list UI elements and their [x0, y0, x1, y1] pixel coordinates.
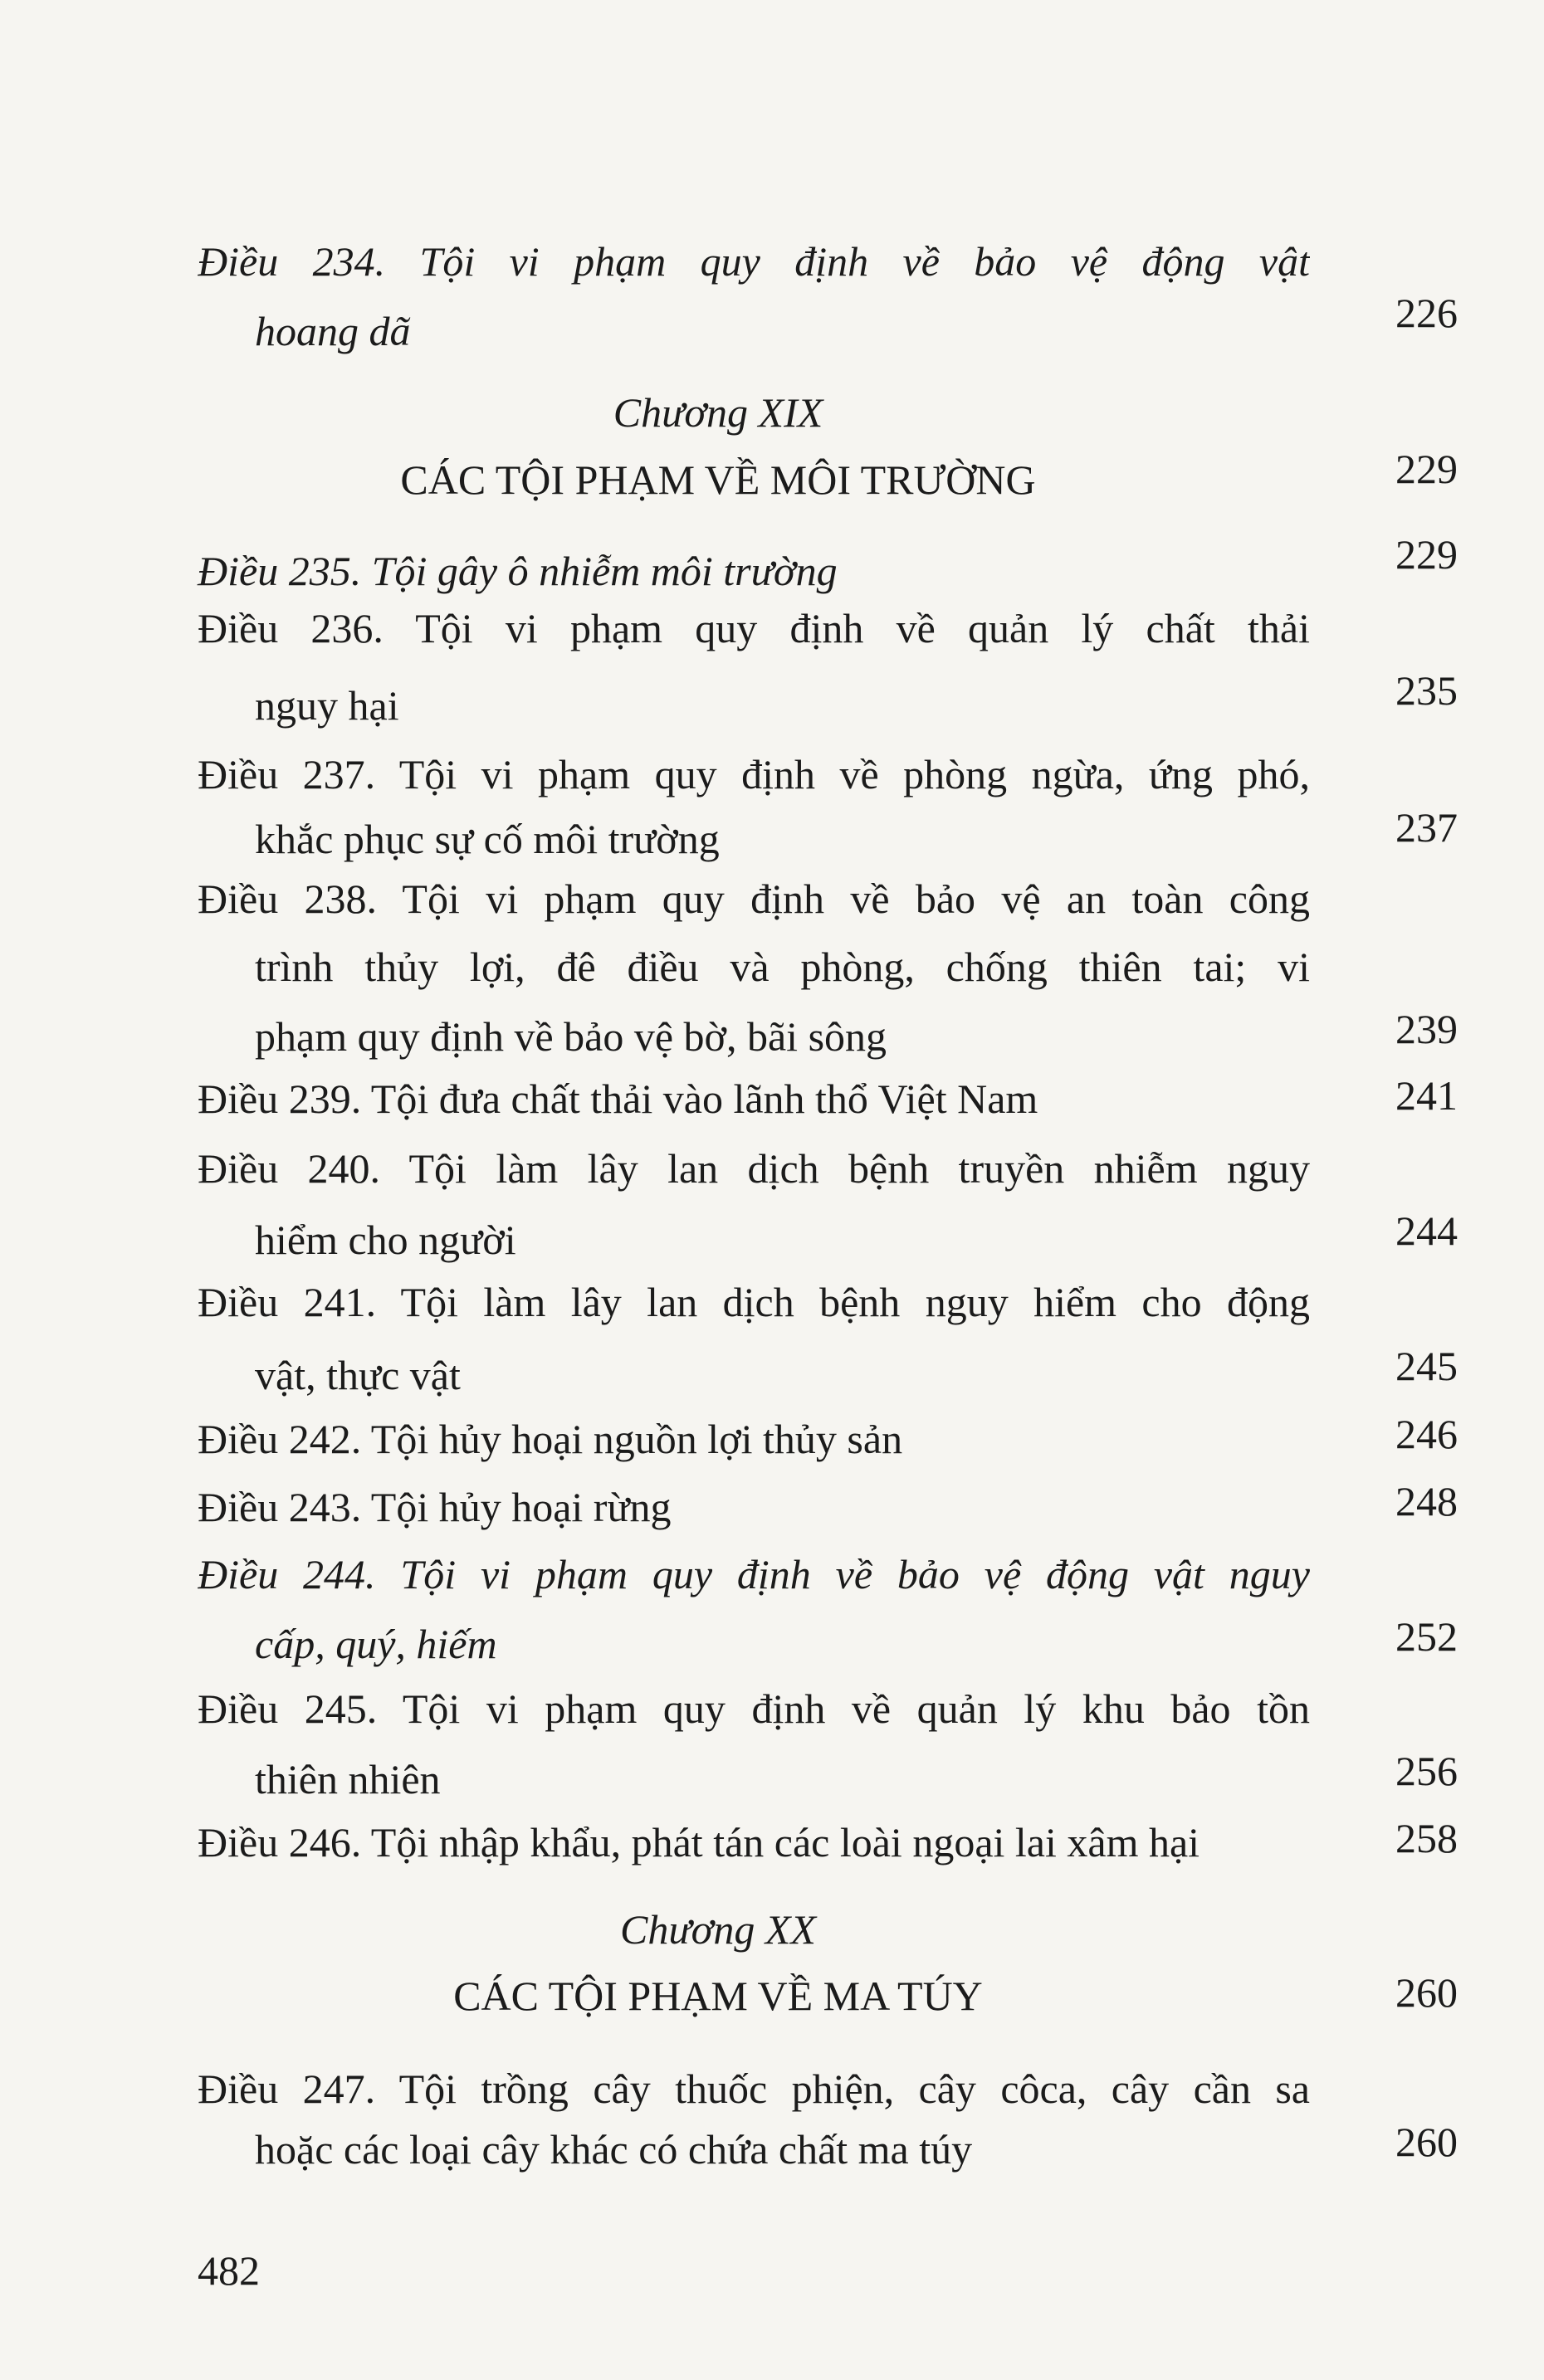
toc-entry-title: Điều 240. Tội làm lây lan dịch bệnh truyền nhiễm nguy [198, 1145, 1310, 1192]
toc-entry-title: Điều 238. Tội vi phạm quy định về bảo vệ an toàn công [198, 875, 1310, 922]
toc-entry-continuation: trình thủy lợi, đê điều và phòng, chống thiên tai; vi [255, 944, 1310, 990]
toc-page-number: 235 [1395, 667, 1458, 714]
chapter-title: CÁC TỘI PHẠM VỀ MA TÚY [453, 1973, 983, 2019]
toc-page-number: 239 [1395, 1006, 1458, 1052]
toc-entry-title: Điều 239. Tội đưa chất thải vào lãnh thổ Việt Nam [198, 1075, 1038, 1122]
toc-page-number: 252 [1395, 1613, 1458, 1660]
toc-page-number: 229 [1395, 531, 1458, 578]
toc-entry-continuation: phạm quy định về bảo vệ bờ, bãi sông [255, 1013, 887, 1060]
toc-entry-continuation: hoặc các loại cây khác có chứa chất ma túy [255, 2126, 973, 2173]
toc-entry-title: Điều 247. Tội trồng cây thuốc phiện, cây côca, cây cần sa [198, 2065, 1310, 2112]
page-number: 482 [198, 2247, 260, 2294]
toc-entry-title: Điều 236. Tội vi phạm quy định về quản lý chất thải [198, 605, 1310, 651]
toc-page-number: 258 [1395, 1815, 1458, 1861]
toc-page-number: 248 [1395, 1478, 1458, 1524]
toc-page-number: 237 [1395, 804, 1458, 851]
toc-entry-title: Điều 241. Tội làm lây lan dịch bệnh nguy hiểm cho động [198, 1279, 1310, 1325]
toc-entry-continuation: vật, thực vật [255, 1352, 461, 1398]
toc-page-number: 245 [1395, 1343, 1458, 1389]
toc-entry-continuation: khắc phục sự cố môi trường [255, 816, 720, 862]
toc-entry-title: Điều 242. Tội hủy hoại nguồn lợi thủy sản [198, 1416, 903, 1462]
toc-entry-title: Điều 244. Tội vi phạm quy định về bảo vệ động vật nguy [198, 1551, 1310, 1597]
toc-page-number: 241 [1395, 1072, 1458, 1119]
toc-page-number: 260 [1395, 2119, 1458, 2165]
toc-entry-continuation: hiểm cho người [255, 1217, 516, 1263]
toc-page-number: 244 [1395, 1207, 1458, 1254]
toc-entry-continuation: nguy hại [255, 682, 399, 729]
toc-entry-title: Điều 245. Tội vi phạm quy định về quản lý khu bảo tồn [198, 1685, 1310, 1732]
toc-entry-continuation: thiên nhiên [255, 1756, 441, 1802]
toc-page-number: 229 [1395, 446, 1458, 492]
toc-entry-title: Điều 246. Tội nhập khẩu, phát tán các loài ngoại lai xâm hại [198, 1819, 1200, 1865]
toc-entry-title: Điều 237. Tội vi phạm quy định về phòng ngừa, ứng phó, [198, 751, 1310, 797]
toc-page-number: 260 [1395, 1969, 1458, 2016]
toc-entry-title: Điều 234. Tội vi phạm quy định về bảo vệ động vật [198, 238, 1310, 285]
toc-entry-continuation: cấp, quý, hiếm [255, 1621, 497, 1667]
toc-entry-title: Điều 235. Tội gây ô nhiễm môi trường [198, 548, 838, 594]
chapter-label: Chương XX [620, 1906, 816, 1953]
chapter-title: CÁC TỘI PHẠM VỀ MÔI TRƯỜNG [400, 456, 1036, 503]
toc-entry-title: Điều 243. Tội hủy hoại rừng [198, 1484, 672, 1530]
chapter-label: Chương XIX [613, 389, 823, 436]
toc-page-number: 256 [1395, 1748, 1458, 1794]
toc-entry-continuation: hoang dã [255, 308, 411, 354]
toc-page-number: 246 [1395, 1411, 1458, 1457]
toc-page-number: 226 [1395, 290, 1458, 336]
